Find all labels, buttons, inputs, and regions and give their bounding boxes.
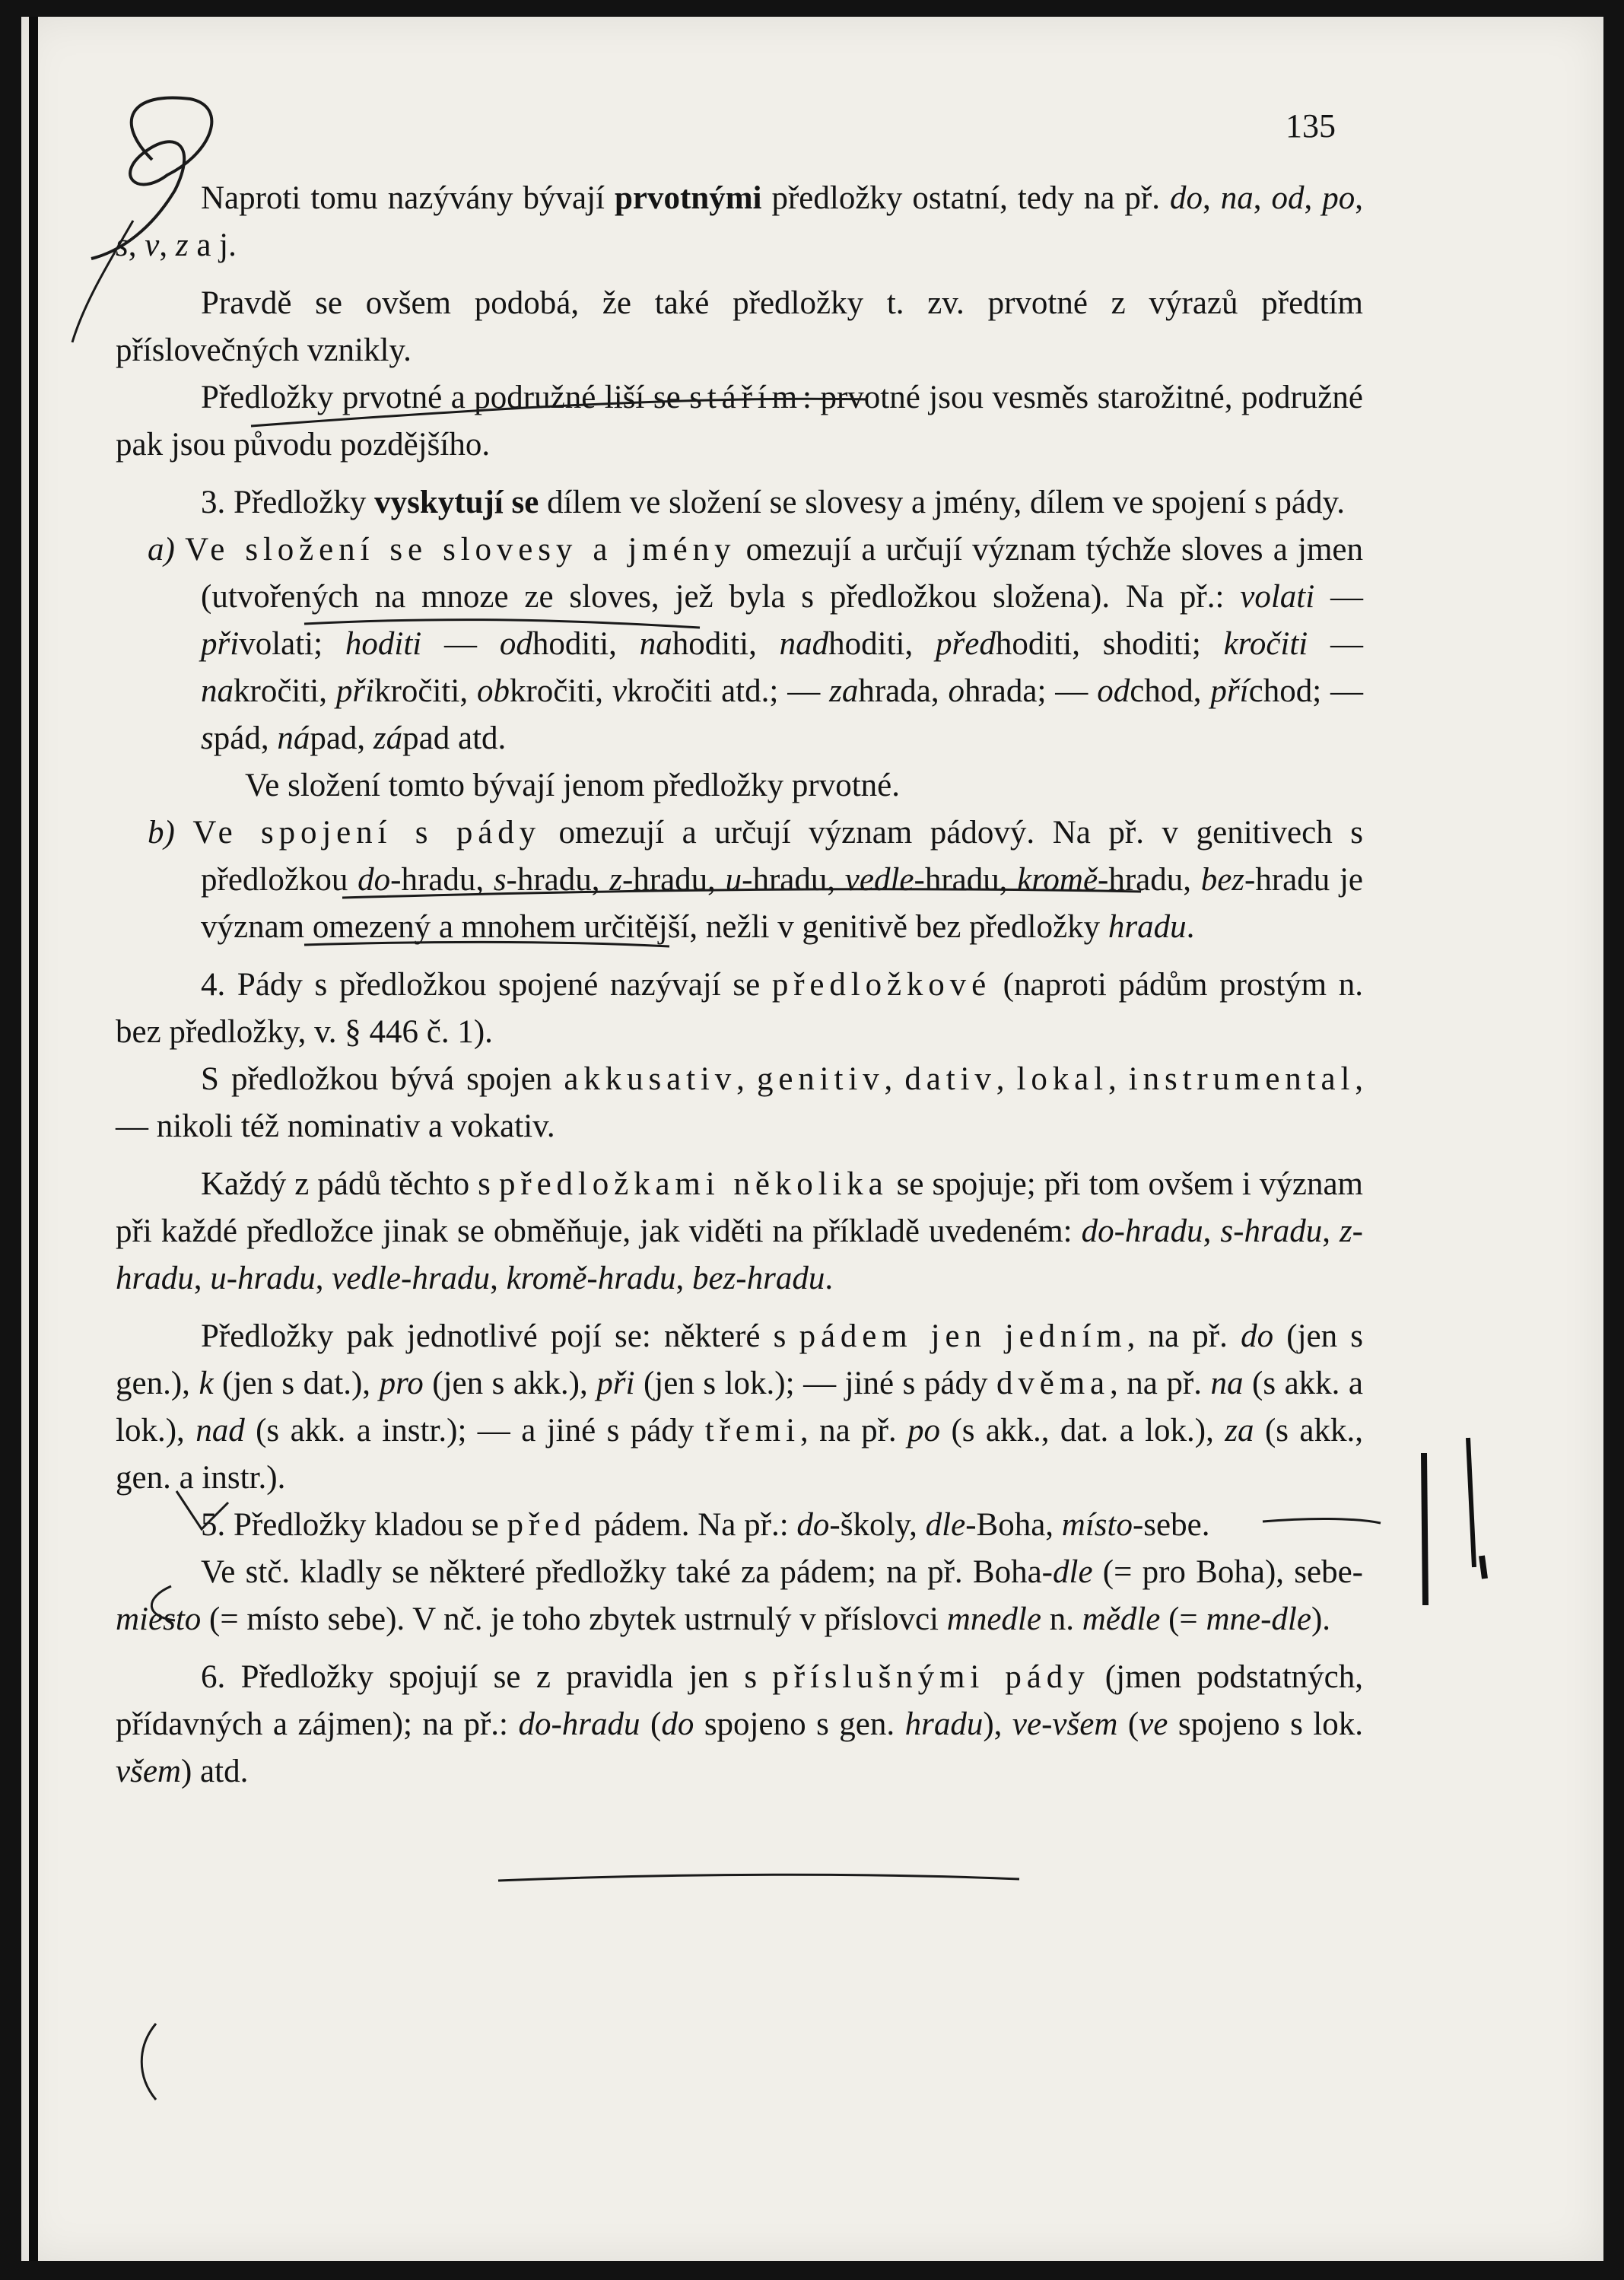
page-number: 135 [1286,107,1336,145]
paragraph-6: 6. Předložky spojují se z pravidla jen s příslušnými pády (jmen podstatných, přídavných a zájmen); na př.: do-hradu (do spojeno s gen. hradu), ve-všem (ve spojeno s lok. všem) atd. [116,1659,1364,1789]
paragraph-b: b) Ve spojení s pády omezují a určují význam pádový. Na př. v genitivech s předložkou do-hradu, s-hradu, z-hradu, u-hradu, vedle-hradu, kromě-hradu, bez-hradu je význam omezený a mnohem určitější, nežli v genitivě bez předložky hradu. [148,815,1364,945]
scan-edge [29,17,38,2261]
paragraph-prvotne: Naproti tomu nazývány bývají prvotnými předložky ostatní, tedy na př. do, na, od, po, s, v, z a j. [116,180,1364,263]
paragraph-pravde: Pravdě se ovšem podobá, že také předložky t. zv. prvotné z výrazů předtím příslovečných vznikly. [116,285,1363,368]
paragraph-starim: Předložky prvotné a podružné liší se stářím: prvotné jsou vesměs starožitné, podružné pak jsou původu pozdějšího. [116,380,1363,463]
paragraph-slozeni-prvotne: Ve složení tomto bývají jenom předložky prvotné. [245,768,901,803]
paragraph-jednotlive: Předložky pak jednotlivé pojí se: některé s pádem jen jedním, na př. do (jen s gen.), k (jen s dat.), pro (jen s akk.), při (jen s lok.); — jiné s pády dvěma, na př. na (s akk. a lok.), nad (s akk. a instr.); — a jiné s pády třemi, na př. po (s akk., dat. a lok.), za (s akk., gen. a instr.). [116,1318,1364,1496]
paragraph-3: 3. Předložky vyskytují se dílem ve složení se slovesy a jmény, dílem ve spojení s pády. [201,485,1345,520]
paragraph-5: 5. Předložky kladou se před pádem. Na př.: do-školy, dle-Boha, místo-sebe. [201,1507,1210,1543]
paragraph-4: 4. Pády s předložkou spojené nazývají se předložkové (naproti pádům prostým n. bez předložky, v. § 446 č. 1). [116,967,1363,1050]
paragraph-a: a) Ve složení se slovesy a jmény omezují a určují význam týchže sloves a jmen (utvořených na mnoze ze sloves, jež byla s předložkou složena). Na př.: volati — přivolati; hoditi — odhoditi, nahoditi, nadhoditi, předhoditi, shoditi; kročiti — nakročiti, přikročiti, obkročiti, vkročiti atd.; — zahrada, ohrada; — odchod, příchod; — spád, nápad, západ atd. [148,532,1364,756]
paragraph-kazdy: Každý z pádů těchto s předložkami několika se spojuje; při tom ovšem i význam při každé předložce jinak se obměňuje, jak viděti na příkladě uvedeném: do-hradu, s-hradu, z-hradu, u-hradu, vedle-hradu, kromě-hradu, bez-hradu. [116,1166,1363,1296]
paragraph-stc: Ve stč. kladly se některé předložky také za pádem; na př. Boha-dle (= pro Boha), sebe-miesto (= místo sebe). V nč. je toho zbytek ustrnulý v příslovci mnedle n. mědle (= mne-dle). [116,1554,1363,1637]
paragraph-pady: S předložkou bývá spojen akkusativ, genitiv, dativ, lokal, instrumental, — nikoli též nominativ a vokativ. [116,1061,1364,1144]
page-text [116,175,1363,1795]
